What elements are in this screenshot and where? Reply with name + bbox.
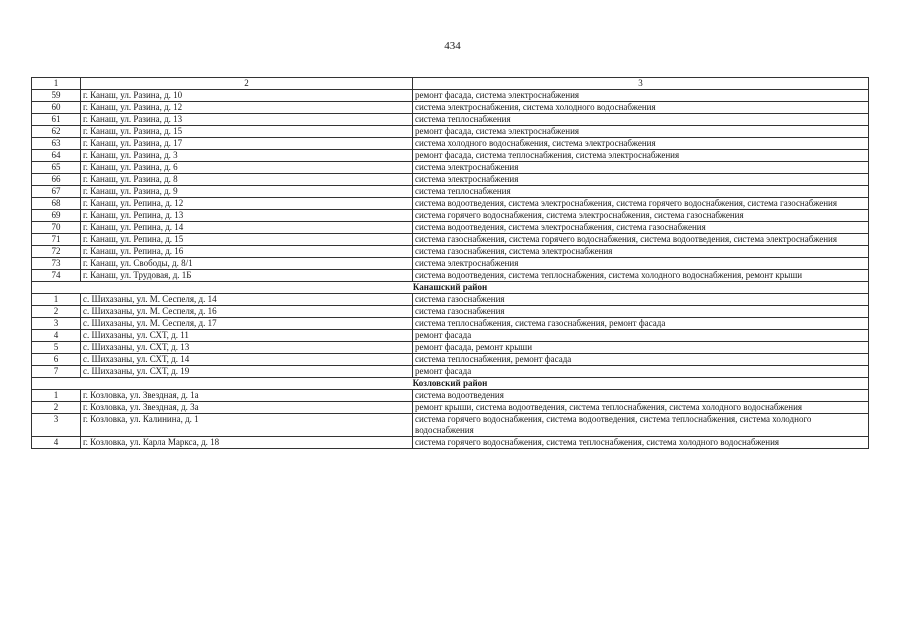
row-number: 1: [32, 294, 81, 306]
row-number: 1: [32, 390, 81, 402]
row-work-types: ремонт фасада, система теплоснабжения, система электроснабжения: [413, 150, 869, 162]
table-row: [32, 366, 869, 378]
row-work-types: система газоснабжения, система горячего водоснабжения, система водоотведения, система электроснабжения: [413, 234, 869, 246]
row-address: с. Шихазаны, ул. СХТ, д. 14: [81, 354, 413, 366]
row-address: г. Козловка, ул. Калинина, д. 1: [81, 414, 413, 437]
page-number: 434: [444, 40, 461, 52]
row-number: 2: [32, 306, 81, 318]
row-address: г. Канаш, ул. Разина, д. 12: [81, 102, 413, 114]
row-address: г. Канаш, ул. Репина, д. 12: [81, 198, 413, 210]
table-row: [32, 126, 869, 138]
row-address: с. Шихазаны, ул. СХТ, д. 13: [81, 342, 413, 354]
row-work-types: система газоснабжения: [413, 306, 869, 318]
table-row: [32, 318, 869, 330]
row-address: г. Канаш, ул. Репина, д. 13: [81, 210, 413, 222]
row-number: 66: [32, 174, 81, 186]
row-work-types: ремонт фасада, система электроснабжения: [413, 90, 869, 102]
table-row: [32, 258, 869, 270]
row-number: 64: [32, 150, 81, 162]
row-number: 60: [32, 102, 81, 114]
repair-table: [31, 77, 869, 449]
table-row: [32, 102, 869, 114]
row-number: 74: [32, 270, 81, 282]
row-address: г. Канаш, ул. Разина, д. 13: [81, 114, 413, 126]
section-row: [32, 378, 869, 390]
column-number-2: 2: [81, 78, 413, 90]
table-row: [32, 210, 869, 222]
row-address: с. Шихазаны, ул. М. Сеспеля, д. 16: [81, 306, 413, 318]
row-address: г. Канаш, ул. Разина, д. 8: [81, 174, 413, 186]
row-address: с. Шихазаны, ул. СХТ, д. 11: [81, 330, 413, 342]
table-body: [32, 78, 869, 449]
section-row: [32, 282, 869, 294]
row-work-types: система горячего водоснабжения, система электроснабжения, система газоснабжения: [413, 210, 869, 222]
row-work-types: система электроснабжения: [413, 174, 869, 186]
table-row: [32, 174, 869, 186]
table-row: [32, 162, 869, 174]
row-address: г. Канаш, ул. Разина, д. 6: [81, 162, 413, 174]
row-work-types: система теплоснабжения: [413, 114, 869, 126]
row-work-types: ремонт фасада: [413, 330, 869, 342]
row-work-types: система электроснабжения, система холодного водоснабжения: [413, 102, 869, 114]
row-address: г. Козловка, ул. Карла Маркса, д. 18: [81, 437, 413, 449]
table-row: [32, 354, 869, 366]
row-work-types: ремонт фасада, ремонт крыши: [413, 342, 869, 354]
row-number: 65: [32, 162, 81, 174]
row-address: г. Козловка, ул. Звездная, д. 1а: [81, 390, 413, 402]
row-work-types: система водоотведения, система электроснабжения, система горячего водоснабжения, система газоснабжения: [413, 198, 869, 210]
row-number: 3: [32, 414, 81, 437]
row-address: с. Шихазаны, ул. М. Сеспеля, д. 14: [81, 294, 413, 306]
table-row: [32, 437, 869, 449]
table-row: [32, 234, 869, 246]
row-address: г. Канаш, ул. Трудовая, д. 1Б: [81, 270, 413, 282]
row-address: г. Канаш, ул. Разина, д. 9: [81, 186, 413, 198]
table-row: [32, 294, 869, 306]
row-work-types: система теплоснабжения, ремонт фасада: [413, 354, 869, 366]
row-work-types: система водоотведения, система теплоснабжения, система холодного водоснабжения, ремонт крыши: [413, 270, 869, 282]
row-address: г. Канаш, ул. Репина, д. 15: [81, 234, 413, 246]
table-row: [32, 330, 869, 342]
row-number: 5: [32, 342, 81, 354]
row-address: г. Канаш, ул. Разина, д. 10: [81, 90, 413, 102]
row-work-types: ремонт фасада, система электроснабжения: [413, 126, 869, 138]
row-work-types: система горячего водоснабжения, система теплоснабжения, система холодного водоснабжения: [413, 437, 869, 449]
row-number: 7: [32, 366, 81, 378]
row-work-types: система газоснабжения: [413, 294, 869, 306]
row-number: 69: [32, 210, 81, 222]
row-address: г. Канаш, ул. Репина, д. 14: [81, 222, 413, 234]
table-row: [32, 114, 869, 126]
table-row: [32, 246, 869, 258]
row-number: 68: [32, 198, 81, 210]
row-number: 61: [32, 114, 81, 126]
row-number: 4: [32, 437, 81, 449]
row-work-types: система электроснабжения: [413, 258, 869, 270]
row-work-types: система горячего водоснабжения, система водоотведения, система теплоснабжения, система холодного водоснабжения: [413, 414, 869, 437]
row-number: 2: [32, 402, 81, 414]
row-work-types: система газоснабжения, система электроснабжения: [413, 246, 869, 258]
row-work-types: система теплоснабжения: [413, 186, 869, 198]
column-number-row: [32, 78, 869, 90]
row-number: 4: [32, 330, 81, 342]
row-address: с. Шихазаны, ул. СХТ, д. 19: [81, 366, 413, 378]
table-row: [32, 222, 869, 234]
row-number: 72: [32, 246, 81, 258]
row-address: г. Канаш, ул. Репина, д. 16: [81, 246, 413, 258]
row-number: 71: [32, 234, 81, 246]
table-row: [32, 390, 869, 402]
row-number: 70: [32, 222, 81, 234]
column-number-3: 3: [413, 78, 869, 90]
row-number: 73: [32, 258, 81, 270]
row-address: с. Шихазаны, ул. М. Сеспеля, д. 17: [81, 318, 413, 330]
section-title: Канашский район: [32, 282, 869, 294]
row-address: г. Канаш, ул. Разина, д. 17: [81, 138, 413, 150]
row-work-types: ремонт фасада: [413, 366, 869, 378]
row-address: г. Канаш, ул. Разина, д. 15: [81, 126, 413, 138]
row-work-types: система теплоснабжения, система газоснабжения, ремонт фасада: [413, 318, 869, 330]
row-work-types: система водоотведения: [413, 390, 869, 402]
row-work-types: система водоотведения, система электроснабжения, система газоснабжения: [413, 222, 869, 234]
row-work-types: ремонт крыши, система водоотведения, система теплоснабжения, система холодного водоснабжения: [413, 402, 869, 414]
row-address: г. Канаш, ул. Свободы, д. 8/1: [81, 258, 413, 270]
table-row: [32, 186, 869, 198]
row-number: 62: [32, 126, 81, 138]
table-row: [32, 414, 869, 437]
row-number: 3: [32, 318, 81, 330]
table-row: [32, 90, 869, 102]
table-row: [32, 198, 869, 210]
row-number: 63: [32, 138, 81, 150]
table-row: [32, 138, 869, 150]
section-title: Козловский район: [32, 378, 869, 390]
row-number: 6: [32, 354, 81, 366]
table-row: [32, 306, 869, 318]
table-row: [32, 402, 869, 414]
row-number: 67: [32, 186, 81, 198]
row-address: г. Козловка, ул. Звездная, д. 3а: [81, 402, 413, 414]
table-row: [32, 342, 869, 354]
column-number-1: 1: [32, 78, 81, 90]
row-address: г. Канаш, ул. Разина, д. 3: [81, 150, 413, 162]
row-work-types: система электроснабжения: [413, 162, 869, 174]
table-row: [32, 270, 869, 282]
table-row: [32, 150, 869, 162]
row-work-types: система холодного водоснабжения, система электроснабжения: [413, 138, 869, 150]
row-number: 59: [32, 90, 81, 102]
